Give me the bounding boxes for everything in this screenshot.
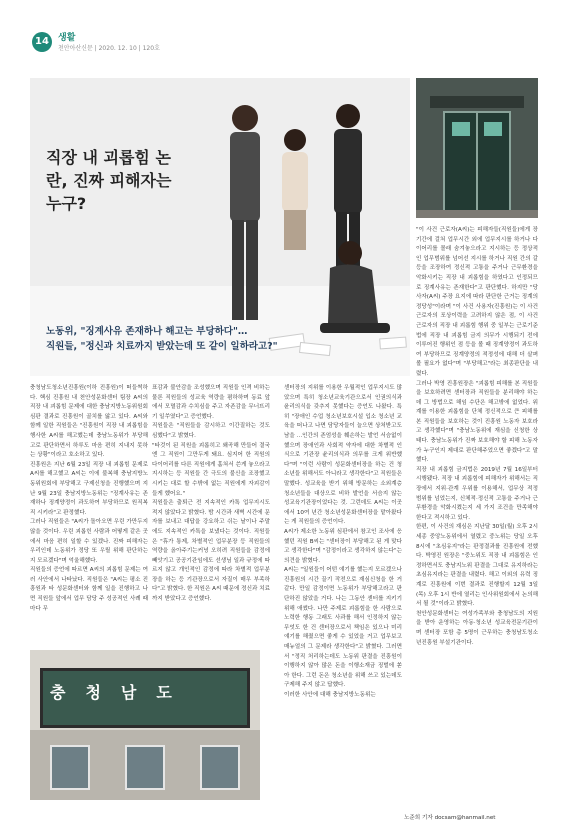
subheadline xyxy=(46,324,396,354)
building-sign-photo xyxy=(30,650,260,800)
window xyxy=(50,745,90,790)
article-column-4: "이 사건 근로자(A씨)는 피해자들(직원들)에게 장기간에 걸쳐 업무시간 외에 업무지시를 하거나 다이어리를 몰래 숨겨놓으라고 지시하는 등 정상적인 업무범위를 넘어선 지시를 하거나 직원 간의 갈등을 조장하여 정신적 고통을 주거나 근무환경을 악화시키는 직장 내 괴롭힘을 하였다고 인정되므로 징계사유는 존재한다"고 판단했다. 하지만 "당사자(A씨) 주장 요지에 따라 판단한 근거는 징계의 정당성"이라며 "이 사건 사용자(진흥원)는 이 사건 근로자의 포상이력을 고려하지 않은 점, 이 사건 근로자의 직장 내 괴롭힘 행위 중 일부는 근로기준법에 직장 내 괴롭힘 금지 의무가 시행되기 전에 이루어진 행위인 점 등을 볼 때 징계양정이 과도하여 부당하므로 징계양정의 적정성에 대해 더 살펴볼 필요가 없다"며 "부당해고"라는 최종판단을 내렸다. 그러나 박영 진흥원장은 "괴롭힘 피해를 본 직원들을 보호하려면 센터장과 직원들을 분리해야 하는데 그 방법으로 해임 수단은 해고밖에 없었다. 위계를 이용한 괴롭힘을 단체 정신적으로 큰 피해를 본 직원들을 보호하는 것이 진흥원 노동자 보호라고 생각했다"며 "충남노동위에 재심을 신청한 상태다. 충남노동위가 진짜 보호해야 할 피해 노동자가 누구인지 제대로 판단해주었으면 좋겠다"고 말했다. 직장 내 괴롭힘 금지법은 2019년 7월 16일부터 시행됐다. 직장 내 괴롭힘에 피해자가 위해서는 직장에서 지위·관계 우위를 이용해서, 업무상 적정 범위를 넘었는지, 신체적·정신적 고통을 주거나 근무환경을 악화시켰는지 세 가지 조건을 만족해야 한다고 적시하고 있다. 한편, 이 사건의 재심은 지난달 30일(월) 오후 2시 세종 중앙노동위에서 열렸고 중노위는 당일 오후 8시에 "초심유지"라는 판정결과를 진흥원에 전했다. 박영진 원장은 "중노위도 직장 내 괴롭힘은 인정하면서도 충남지노위 판결을 그대로 유지하라는 초심유지라는 판결을 내렸다. 해고 이외의 유력 징계로 진흥원에 이번 결과로 진행할지 12월 3일(목) 오후 1시 반에 열리는 인사위원회에서 논의해서 될 것"이라고 밝혔다. 천안성문화센터는 여성가족부와 충청남도의 지원을 받아 운영하는 아동·청소년 성교육전문기관이며 센터장 포함 총 5명이 근무하는 충청남도청소년진흥원 부설기관이다. xyxy=(416,227,538,646)
article-column-2: 표감과 불안감을 조성했으며 직원들 인격 비하는 물론 직원들의 성교육 역량을 폄하하며 동료 앞에서 모멸감과 수치심을 주고 자존감을 무너뜨리기 일쑤였다"고 증언했다. 직원들은 "직원들을 감시하고 이간질하는 것도 심했다"고 밝혔다. "타것이 된 직원을 괴롭히고 왜곡해 만들어 결국엔 그 직원이 그만두게 돼요. 심지어 한 직원의 다이어리를 다른 직원에게 훔쳐서 쓴게 놓으라고 지시하는 등 직원들 간 극도의 불신을 조장했고 시키는 대로 할 수밖에 없는 직원에게 자괴감이 들게 했어요." 직원들은 출퇴근 전 지속적인 카톡 업무지시도 적지 않았다고 밝혔다. 밤 시간과 새벽 시간에 문자를 보내고 대답을 강요하고 쉬는 날이나 주말에도 지속적인 카톡을 보냈다는 것이다. 직원들은 "휴가 통제, 차별적인 업무분장 등 직원들의 역량을 옭아주기는커녕 오히려 직원들을 감정에 빼앗기고 공공기관임에도 선생님 일과 규정에 따르지 않고 개인적인 감정에 따라 차별적 업무분장을 하는 등 기관장으로서 자질이 매우 부족하다"고 밝혔다. 한 직원은 A씨 때문에 정신과 치료까지 받았다고 증언했다. xyxy=(152,385,270,603)
publication-info: 천안아산신문 | 2020. 12. 10 | 120호 xyxy=(58,45,160,52)
hero-photo xyxy=(30,78,410,376)
headline: 직장 내 괴롭힘 논란, 진짜 피해자는 누구? xyxy=(46,148,172,213)
article-column-3: 센터장의 지위를 이용한 우월적인 업무지시도 많았으며 특히 청소년교육기관으로서 인권의식과 윤리의식을 갖추지 못했다는 증언도 나왔다. 특히 "장애인 수업 청소년보호시설 입소 청소년 교육을 떠나고 나면 담당자들이 늘으면 상처받고도 남을 ...인간의 존엄성을 훼손하는 발언 서슴없이 했으며 장애인과 사회적 약자에 대한 차별적 인식으로 기관장 윤리의식과 의무를 크게 위반했다"며 "이런 사람이 성문화센터장을 하는 건 청소년들 위해서도 아니라고 생각한다"고 직원들은 말했다. 성교육을 받기 위해 방문하는 소외계층 청소년들을 대상으로 비하 발언을 서슴지 않는 성교육기관장이었다는 것. 그런데도 A씨는 이곳에서 10여 년간 청소년성문화센터장을 맡아왔다는 게 직원들의 증언이다. A씨가 제소한 노동위 심판에서 참고인 조사에 응했던 직원 B씨는 "센터장이 부당해고 된 게 맞다고 생각한다"며 "감정이라고 생각하지 않는다"는 의견을 밝혔다. A씨는 "일원들이 어떤 얘기를 했는지 모르겠으나 진흥원의 시간 끌기 작전으로 재심신청을 한 거 같다. 만일 감정이면 노동위가 부당해고라고 판단하진 않았을 거다. 나는 그동안 센터를 지키기 위해 애썼다. 나만 주제로 괴롭힘을 한 사람으로 노력한 행동 그래도 사과를 해서 인정하지 않는 무엇도 한 건 센터장으로서 책임은 있으나 미리 얘기를 해줬으면 좋게 수 있었을 거고 업무보고 매뉴얼의 그 문제라 생각한다"고 밝혔다. 그러면서 "정직 처리하는데도 노동위 판결을 진흥원이 이행하지 않아 많은 돈을 이행소재금 징벌에 쏟아 한다. 그런 돈은 청소년을 위해 쓰고 있는데도 구제해 주지 않고 답했다. 이러한 사안에 대해 충남지방노동위는 xyxy=(284,385,402,698)
section-title: 생활 xyxy=(58,33,76,43)
center-entrance-photo xyxy=(416,78,538,218)
building-facade xyxy=(30,730,260,800)
entrance-door-illustration xyxy=(416,78,538,218)
subheadline-line-2: 직원들, "정신과 치료까지 받았는데 또 같이 일하라고?" xyxy=(46,341,278,352)
subheadline-line-1: 노동위, "징계사유 존재하나 해고는 부당하다"… xyxy=(46,326,248,337)
article-column-1: 충청남도청소년진흥원(이하 진흥원)이 떠들썩하다. 핵심 진흥원 내 천안성문화센터 팀장 A씨의 직장 내 괴롭힘 문제에 대한 충남지방노동위원회 심판 결과로 진흥원이 골치를 앓고 있다. A씨와 함께 일한 직원들은 "진흥원이 직장 내 괴롭힘을 행사한 A씨를 해고했는데 충남노동위가 부당해고로 판단하면서 하루도 마음 편히 지내지 못하는 상황"이라고 호소하고 있다. 진흥원은 지난 6월 23일 직장 내 괴롭힘 문제로 A씨를 해고했고 A씨는 이에 불복해 충남지방노동위원회에 부당해고 구제신청을 진행했으며 지난 9월 23일 충남지방노동위는 "징계사유는 존재하나 징계양정이 과도하여 부당하므로 원직복직 시키라"고 판정했다. 그러나 직원들은 "A씨가 돌아오면 우린 가만두지 않을 것이다. 우린 괴롭힌 사람과 어떻게 같은 곳에서 마음 편히 일할 수 있겠나. 진짜 피해자는 우리인데 노동위가 정당 또 우릴 위해 판단하는지 모르겠다"며 억울해했다. 직원들의 증언에 따르면 A씨의 괴롭힘 문제는 여러 사안에서 나타났다. 직원들은 "A씨는 평소 진흥원과 타 성문화센터와 함께 일을 진행하고 나면 직원들 앞에서 업무 담당 주 성공적인 사례 때마다 무 xyxy=(30,385,148,612)
sign-text: 충청남도 xyxy=(50,683,192,702)
window xyxy=(200,745,240,790)
window xyxy=(125,745,165,790)
page-number-badge: 14 xyxy=(32,32,52,52)
byline: 노준희 기자 docsam@hanmail.net xyxy=(404,815,496,821)
